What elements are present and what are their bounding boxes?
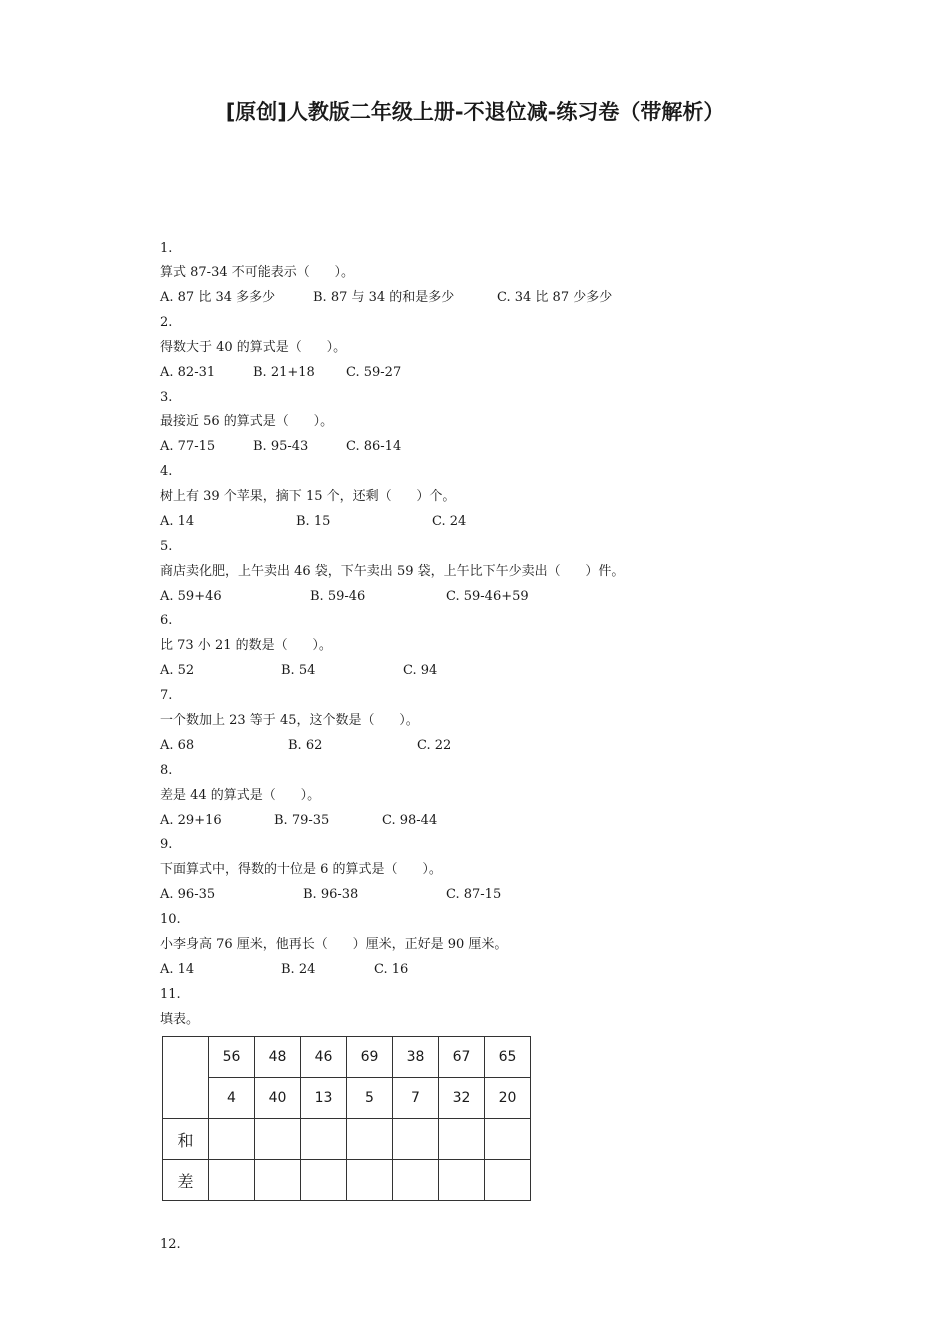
answer-cell-diff[interactable] [301,1160,347,1201]
question-text: 小李身高 76 厘米，他再长（ ）厘米，正好是 90 厘米。 [160,937,508,952]
option-c: C. 59-27 [346,365,402,380]
table-cell-minuend: 46 [301,1037,347,1078]
page-title: [原创]人教版二年级上册-不退位减-练习卷（带解析） [225,100,725,124]
question-number: 1. [160,241,173,256]
question-text: 最接近 56 的算式是（ ）。 [160,414,334,429]
option-b: B. 59-46 [310,589,366,604]
option-c: C. 98-44 [382,813,438,828]
question-number: 11. [160,987,181,1002]
table-header-blank [163,1037,209,1119]
answer-cell-diff[interactable] [209,1160,255,1201]
option-b: B. 87 与 34 的和是多少 [313,290,455,305]
option-c: C. 86-14 [346,439,402,454]
answer-cell-diff[interactable] [439,1160,485,1201]
answer-cell-diff[interactable] [485,1160,531,1201]
question-number: 10. [160,912,181,927]
option-a: A. 82-31 [160,365,216,380]
question-number: 3. [160,390,173,405]
row-label-diff: 差 [163,1160,209,1201]
question-number: 7. [160,688,173,703]
question-text: 下面算式中，得数的十位是 6 的算式是（ ）。 [160,862,442,877]
option-a: A. 14 [160,514,195,529]
option-b: B. 15 [296,514,331,529]
option-a: A. 87 比 34 多多少 [160,290,276,305]
option-c: C. 94 [403,663,438,678]
answer-cell-diff[interactable] [347,1160,393,1201]
answer-cell-sum[interactable] [439,1119,485,1160]
question-text: 算式 87-34 不可能表示（ ）。 [160,265,355,280]
table-cell-subtrahend: 20 [485,1078,531,1119]
table-cell-subtrahend: 32 [439,1078,485,1119]
question-text: 树上有 39 个苹果，摘下 15 个，还剩（ ）个。 [160,489,456,504]
answer-cell-sum[interactable] [393,1119,439,1160]
option-c: C. 22 [417,738,452,753]
option-b: B. 96-38 [303,887,359,902]
option-c: C. 87-15 [446,887,502,902]
question-text: 比 73 小 21 的数是（ ）。 [160,638,332,653]
table-cell-minuend: 38 [393,1037,439,1078]
option-b: B. 62 [288,738,323,753]
question-text: 得数大于 40 的算式是（ ）。 [160,340,347,355]
table-cell-minuend: 65 [485,1037,531,1078]
option-c: C. 16 [374,962,409,977]
question-number: 2. [160,315,173,330]
option-c: C. 59-46+59 [446,589,529,604]
option-b: B. 24 [281,962,316,977]
row-label-sum: 和 [163,1119,209,1160]
option-c: C. 24 [432,514,467,529]
option-a: A. 59+46 [160,589,222,604]
question-number: 9. [160,837,173,852]
question-number: 8. [160,763,173,778]
option-a: A. 14 [160,962,195,977]
option-a: A. 29+16 [160,813,222,828]
question-text: 差是 44 的算式是（ ）。 [160,788,321,803]
question-number: 12. [160,1237,181,1252]
option-b: B. 95-43 [253,439,309,454]
option-a: A. 52 [160,663,195,678]
option-a: A. 96-35 [160,887,216,902]
question-number: 6. [160,613,173,628]
option-b: B. 54 [281,663,316,678]
answer-cell-sum[interactable] [301,1119,347,1160]
table-cell-subtrahend: 5 [347,1078,393,1119]
option-a: A. 77-15 [160,439,216,454]
table-cell-minuend: 69 [347,1037,393,1078]
table-cell-minuend: 67 [439,1037,485,1078]
option-b: B. 21+18 [253,365,315,380]
answer-cell-sum[interactable] [485,1119,531,1160]
answer-cell-sum[interactable] [347,1119,393,1160]
table-cell-minuend: 48 [255,1037,301,1078]
fill-table [162,1036,531,1201]
table-cell-subtrahend: 4 [209,1078,255,1119]
answer-cell-diff[interactable] [255,1160,301,1201]
table-cell-subtrahend: 13 [301,1078,347,1119]
option-a: A. 68 [160,738,195,753]
option-c: C. 34 比 87 少多少 [497,290,613,305]
question-number: 4. [160,464,173,479]
table-cell-minuend: 56 [209,1037,255,1078]
answer-cell-sum[interactable] [209,1119,255,1160]
answer-cell-sum[interactable] [255,1119,301,1160]
option-b: B. 79-35 [274,813,330,828]
question-number: 5. [160,539,173,554]
question-text: 填表。 [160,1012,200,1027]
question-text: 商店卖化肥，上午卖出 46 袋，下午卖出 59 袋，上午比下午少卖出（ ）件。 [160,564,625,579]
answer-cell-diff[interactable] [393,1160,439,1201]
table-cell-subtrahend: 7 [393,1078,439,1119]
question-text: 一个数加上 23 等于 45，这个数是（ ）。 [160,713,419,728]
table-cell-subtrahend: 40 [255,1078,301,1119]
